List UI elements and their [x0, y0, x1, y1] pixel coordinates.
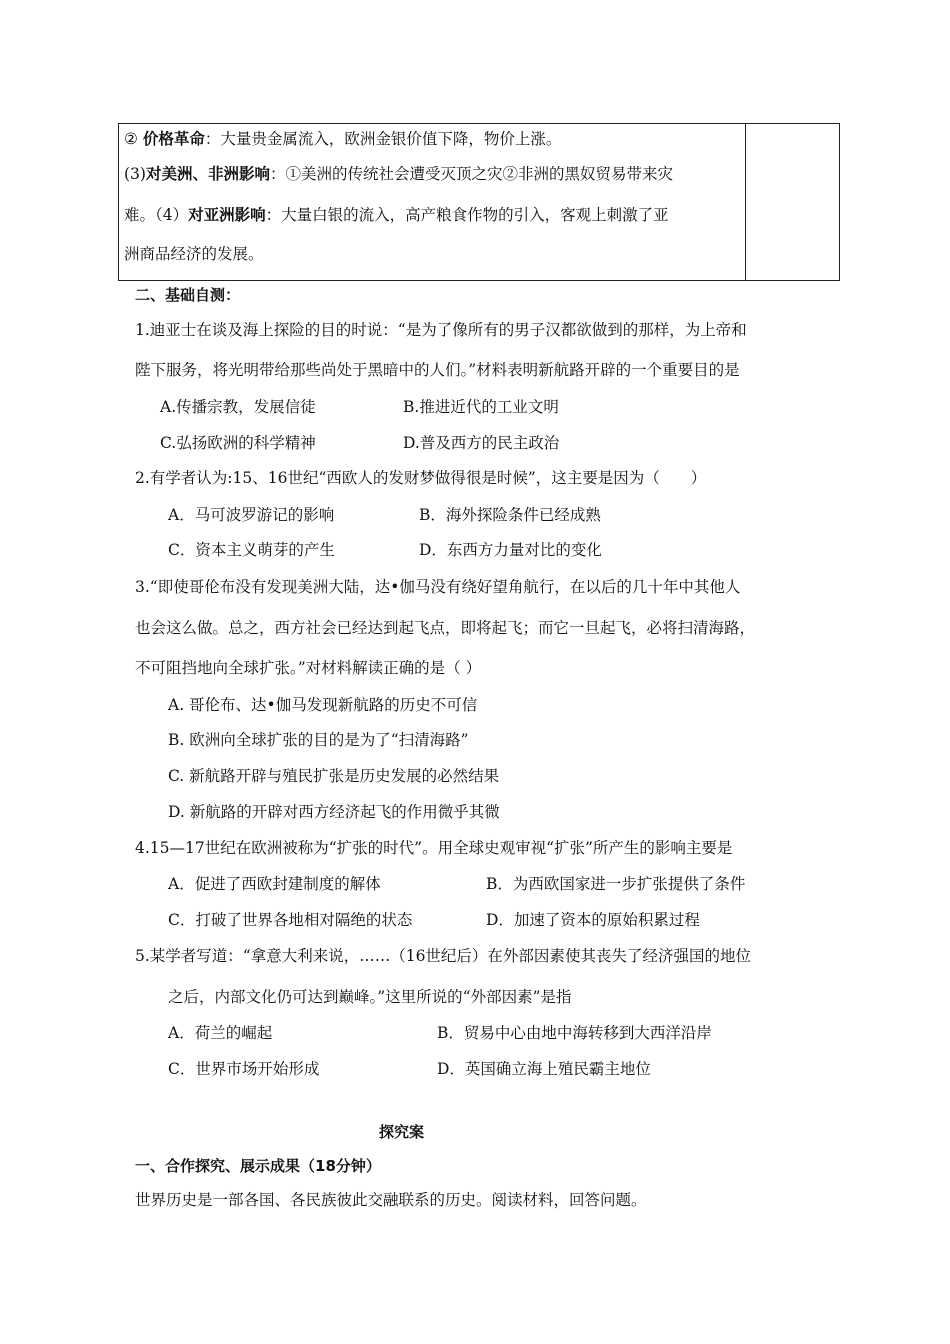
question-1-line-2: 陛下服务，将光明带给那些尚处于黑暗中的人们。”材料表明新航路开辟的一个重要目的是 [135, 361, 740, 379]
question-1-line-1: 1.迪亚士在谈及海上探险的目的时说：“是为了像所有的男子汉都欲做到的那样，为上帝和 [135, 321, 747, 339]
question-1-option-c: C.弘扬欧洲的科学精神 [160, 434, 316, 452]
explore-title: 探究案 [379, 1123, 425, 1141]
question-3-option-a: A. 哥伦布、达•伽马发现新航路的历史不可信 [168, 696, 478, 714]
row-number: (3) [124, 165, 146, 183]
bold-term: 对美洲、非洲影响 [145, 164, 270, 183]
row-text: ：①美洲的传统社会遭受灭顶之灾②非洲的黑奴贸易带来灾 [269, 165, 673, 183]
question-2-line-1: 2.有学者认为:15、16世纪“西欧人的发财梦做得很是时候”，这主要是因为（ ） [135, 469, 707, 487]
section-title-basic-test: 二、基础自测： [135, 286, 241, 304]
explore-intro: 世界历史是一部各国、各民族彼此交融联系的历史。阅读材料，回答问题。 [135, 1191, 647, 1209]
table-row-asia-cont: 洲商品经济的发展。 [124, 245, 264, 263]
question-1-option-a: A.传播宗教，发展信徒 [160, 398, 316, 416]
question-3-line-3: 不可阻挡地向全球扩张。”对材料解读正确的是（ ） [135, 659, 482, 677]
circled-number: ② [124, 130, 143, 148]
table-row-americas-africa [124, 166, 673, 183]
bold-term: 价格革命 [142, 129, 205, 148]
question-3-option-d: D. 新航路的开辟对西方经济起飞的作用微乎其微 [168, 803, 500, 821]
question-2-option-d: D．东西方力量对比的变化 [419, 541, 602, 559]
question-3-option-b: B. 欧洲向全球扩张的目的是为了“扫清海路” [168, 731, 469, 749]
question-3-line-1: 3.“即使哥伦布没有发现美洲大陆，达•伽马没有绕好望角航行，在以后的几十年中其他人 [135, 578, 741, 596]
question-4-line-1: 4.15—17世纪在欧洲被称为“扩张的时代”。用全球史观审视“扩张”所产生的影响主要是 [135, 839, 733, 857]
question-3-option-c: C. 新航路开辟与殖民扩张是历史发展的必然结果 [168, 767, 500, 785]
row-text: ：大量贵金属流入，欧洲金银价值下降，物价上涨。 [204, 130, 562, 148]
question-5-option-c: C．世界市场开始形成 [168, 1060, 320, 1078]
question-2-option-b: B．海外探险条件已经成熟 [419, 506, 601, 524]
table-row-price-revolution [124, 131, 561, 148]
row-text: ：大量白银的流入，高产粮食作物的引入，客观上刺激了亚 [265, 206, 669, 224]
question-2-option-a: A．马可波罗游记的影响 [168, 506, 335, 524]
table-row-asia [124, 207, 669, 224]
question-4-option-c: C．打破了世界各地相对隔绝的状态 [168, 911, 413, 929]
explore-section-1-title: 一、合作探究、展示成果（18分钟） [135, 1157, 381, 1175]
question-1-option-d: D.普及西方的民主政治 [403, 434, 560, 452]
bold-term: 对亚洲影响 [188, 205, 266, 224]
question-2-option-c: C．资本主义萌芽的产生 [168, 541, 335, 559]
table-column-divider [745, 123, 746, 281]
question-3-line-2: 也会这么做。总之，西方社会已经达到起飞点，即将起飞；而它一旦起飞，必将扫清海路， [135, 619, 756, 637]
question-4-option-d: D．加速了资本的原始积累过程 [486, 911, 700, 929]
question-4-option-b: B．为西欧国家进一步扩张提供了条件 [486, 875, 746, 893]
question-5-line-1: 5.某学者写道：“拿意大利来说，……（16世纪后）在外部因素使其丧失了经济强国的地位 [135, 947, 751, 965]
question-5-option-d: D．英国确立海上殖民霸主地位 [437, 1060, 651, 1078]
question-1-option-b: B.推进近代的工业文明 [403, 398, 559, 416]
question-5-option-b: B．贸易中心由地中海转移到大西洋沿岸 [437, 1024, 712, 1042]
question-4-option-a: A．促进了西欧封建制度的解体 [168, 875, 381, 893]
question-5-option-a: A．荷兰的崛起 [168, 1024, 273, 1042]
row-text: 难。（4） [124, 206, 189, 224]
question-5-line-2: 之后，内部文化仍可达到巅峰。”这里所说的“外部因素”是指 [168, 988, 572, 1006]
